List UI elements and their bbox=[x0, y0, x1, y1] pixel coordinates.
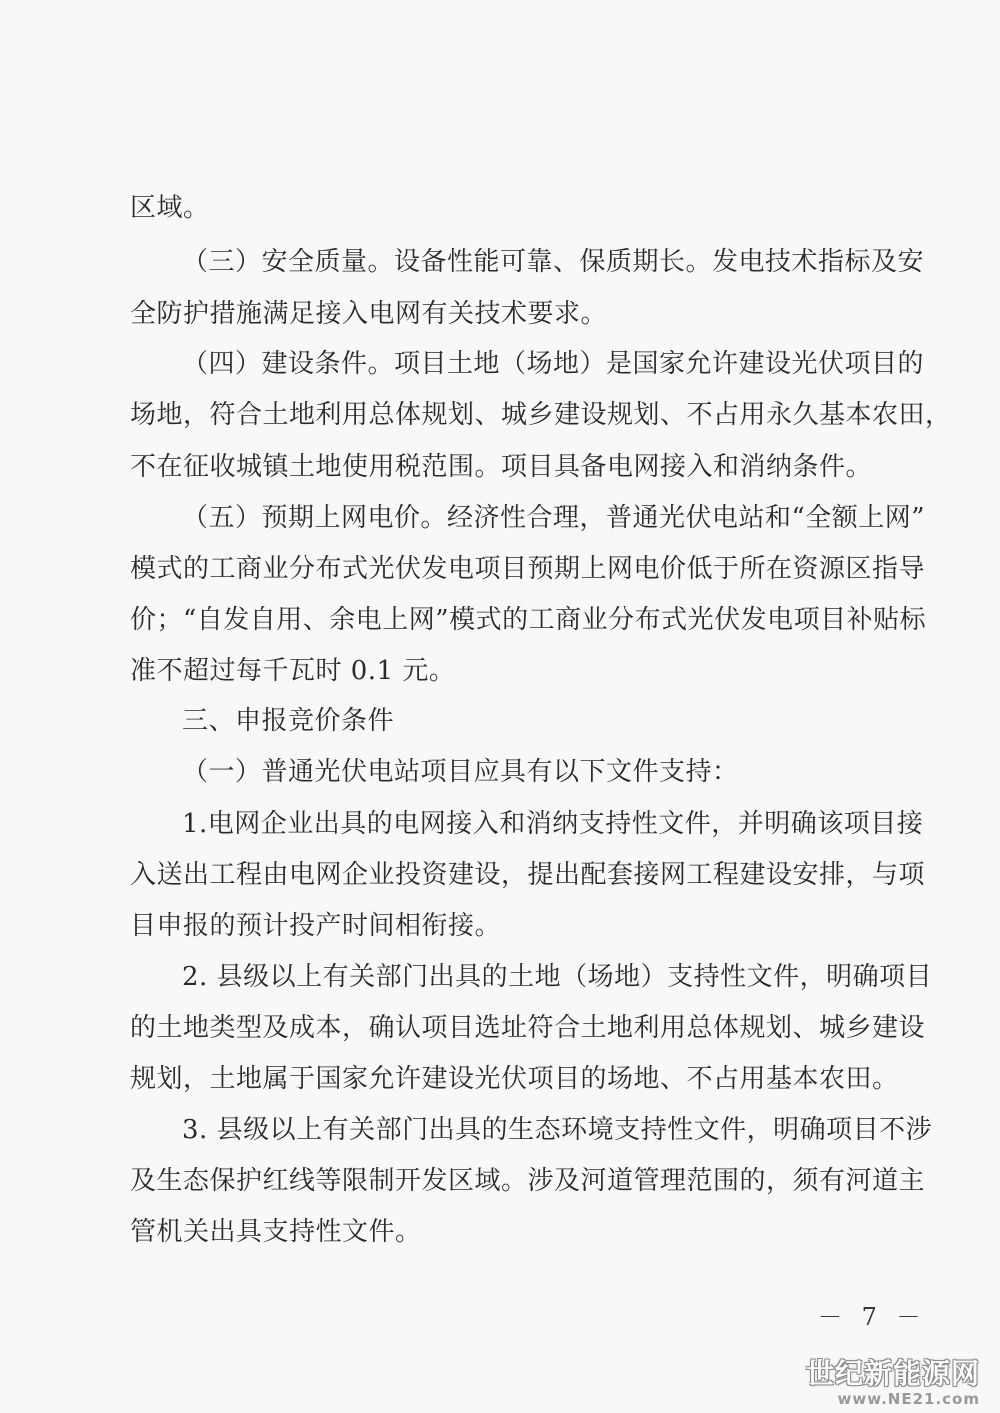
text-line: 全防护措施满足接入电网有关技术要求。 bbox=[130, 299, 608, 329]
text-line: （三）安全质量。设备性能可靠、保质期长。发电技术指标及安 bbox=[182, 247, 925, 277]
text-line: 场地，符合土地利用总体规划、城乡建设规划、不占用永久基本农田， bbox=[130, 400, 952, 430]
text-line: 3. 县级以上有关部门出具的生态环境支持性文件，明确项目不涉 bbox=[182, 1115, 933, 1145]
text-line: 区域。 bbox=[130, 193, 210, 223]
watermark-site-name: 世纪新能源网 bbox=[805, 1357, 980, 1390]
subsection-heading: （一）普通光伏电站项目应具有以下文件支持： bbox=[182, 757, 739, 787]
text-line: 管机关出具支持性文件。 bbox=[130, 1217, 422, 1247]
text-line: 及生态保护红线等限制开发区域。涉及河道管理范围的，须有河道主 bbox=[130, 1166, 926, 1196]
watermark-url: www.NE21.com bbox=[837, 1390, 980, 1408]
text-line: 1.电网企业出具的电网接入和消纳支持性文件，并明确该项目接 bbox=[182, 809, 924, 839]
text-line: 价；“自发自用、余电上网”模式的工商业分布式光伏发电项目补贴标 bbox=[130, 605, 927, 635]
text-line: 目申报的预计投产时间相衔接。 bbox=[130, 911, 502, 941]
text-line: 2. 县级以上有关部门出具的土地（场地）支持性文件，明确项目 bbox=[182, 962, 933, 992]
text-line: （五）预期上网电价。经济性合理，普通光伏电站和“全额上网” bbox=[182, 503, 926, 533]
text-line: 模式的工商业分布式光伏发电项目预期上网电价低于所在资源区指导 bbox=[130, 554, 926, 584]
page-number: － 7 － bbox=[818, 1303, 927, 1331]
text-line: 入送出工程由电网企业投资建设，提出配套接网工程建设安排，与项 bbox=[130, 860, 926, 890]
section-heading: 三、申报竞价条件 bbox=[182, 706, 395, 736]
text-line: 规划，土地属于国家允许建设光伏项目的场地、不占用基本农田。 bbox=[130, 1064, 899, 1094]
text-line: 不在征收城镇土地使用税范围。项目具备电网接入和消纳条件。 bbox=[130, 452, 873, 482]
text-line: 准不超过每千瓦时 0.1 元。 bbox=[130, 656, 456, 686]
site-watermark bbox=[790, 1358, 980, 1408]
text-line: 的土地类型及成本，确认项目选址符合土地利用总体规划、城乡建设 bbox=[130, 1013, 926, 1043]
text-line: （四）建设条件。项目土地（场地）是国家允许建设光伏项目的 bbox=[182, 349, 925, 379]
